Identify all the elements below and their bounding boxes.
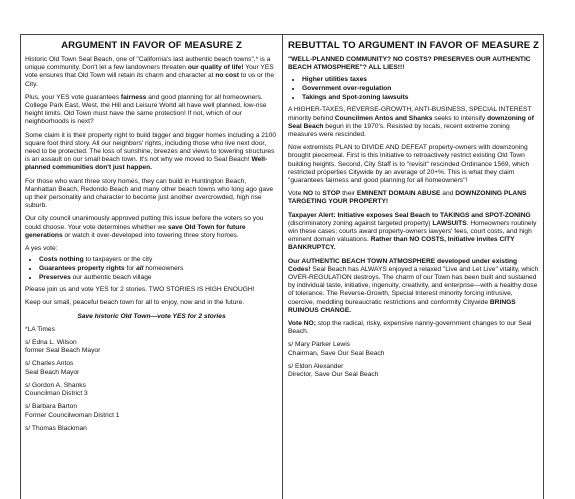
rebuttal-list <box>288 75 539 102</box>
rebuttal-lead: "WELL-PLANNED COMMUNITY? NO COSTS? PRESERVES OUR AUTHENTIC BEACH ATMOSPHERE"? ALL LIES!!! <box>288 56 531 72</box>
text: homeowners <box>143 265 184 273</box>
text: and good planning for all homeowners. College Park East, West, the Hill and Leisure World all have well planned, low-rise height limits. Old Town must have the same protection! If not, which of our neighborhoods is next? <box>25 93 267 126</box>
signer-title: Chairman, Save Our Seal Beach <box>288 349 385 357</box>
text-bold-italic: all <box>136 265 144 273</box>
list-item <box>39 255 278 264</box>
signer-name: s/ Gordon A. Shanks <box>25 381 86 389</box>
text: to us or the City. <box>25 72 275 88</box>
text-bold: Councilmen Antos and Shanks <box>334 114 433 122</box>
text: Your YES vote ensures that Old Town will retain its charm and character at <box>25 64 274 80</box>
text: seeks to intensify <box>432 114 488 122</box>
text-bold: STOP <box>322 190 341 198</box>
argument-paragraph-4: For those who want three story homes, they can build in Huntington Beach, Manhattan Beach, Redondo Beach and many other beach towns who long ago gave up their personality and character to become just another overcrowded, high rise suburb. <box>25 177 274 210</box>
text-bold: our quality of life! <box>187 64 244 72</box>
text-bold: EMINENT DOMAIN ABUSE <box>356 190 441 198</box>
footnote: *LA Times <box>25 325 55 333</box>
signer-name: s/ Edna L. Wilson <box>25 339 77 347</box>
signer-name: s/ Mary Parker Lewis <box>288 341 350 349</box>
text-bold: Our AUTHENTIC BEACH TOWN ATMOSPHERE developed under existing Codes! <box>288 257 518 273</box>
text-bold: Costs nothing <box>39 256 84 264</box>
text-bold: Vote NO; <box>288 320 316 328</box>
text: Historic Old Town Seal Beach, one of "California's last authentic beach towns",* is a unique community. Don't let a few landowners threaten <box>25 56 271 72</box>
text: to <box>313 190 323 198</box>
text: (discriminatory zoning against targeted property) <box>288 219 433 227</box>
signature-block <box>25 382 278 398</box>
signature-block <box>288 363 539 379</box>
argument-paragraph-7: Please join us and vote YES for 2 stories. TWO STORIES IS HIGH ENOUGH! <box>25 286 255 294</box>
text: Plus, your YES vote guarantees <box>25 93 121 101</box>
argument-paragraph-5 <box>25 215 278 240</box>
signature-block <box>25 339 278 355</box>
list-item: • Higher utilities taxes <box>302 75 539 84</box>
text-bold: BRINGS RUINOUS CHANGE. <box>288 298 516 314</box>
rebuttal-paragraph-1 <box>288 106 539 139</box>
rebuttal-paragraph-2: Now extremists PLAN to DIVIDE AND DEFEAT property-owners with downzoning brought piecemeal. First is this Initiative to retroactively restrict existing Old Town building heights. Second, City Staff is to "revisit" rescinded Ordinance 1569, which restricted properties Citywide by an average of 20+%. This is what they claim "guarantees fairness and good planning for all homeowners"! <box>288 144 530 185</box>
text-bold: downzoning of Seal Beach <box>288 114 534 130</box>
text: Seal Beach has ALWAYS enjoyed a relaxed "Live and Let Live" vitality, which OVER-REGULATION destroys. The charm of our Town has been built and sustained by individual taste, initiative, ingenuity, creativity, and enterprise—with a healthy dose of tolerance. The Reverse-Growth, Special Interest minority forcing intrusive, coercive, meddling bureaucratic restrictions and conformity Citywide <box>288 265 539 306</box>
text-bold: fairness <box>120 93 147 101</box>
signer-title: Councilman District 3 <box>25 390 88 398</box>
yes-vote-list <box>25 255 278 282</box>
signer-title: Former Councilwoman District 1 <box>25 411 120 419</box>
text-bold: Well-planned communities don't just happen. <box>25 156 268 172</box>
argument-paragraph-6: A yes vote: <box>25 245 58 253</box>
text-bold: save Old Town for future generations <box>25 223 246 239</box>
signer-name: s/ Thomas Blackman <box>25 424 87 432</box>
list-item <box>39 264 278 273</box>
signer-name: s/ Eldon Alexander <box>288 362 344 370</box>
argument-slogan: Save historic Old Town—vote YES for 2 stories <box>77 312 226 320</box>
text-bold: Guarantees property rights <box>39 265 125 273</box>
signer-name: s/ Barbara Barton <box>25 403 78 411</box>
text-bold: Taxpayer Alert: Initiative exposes Seal Beach to TAKINGS and SPOT-ZONING <box>288 211 531 219</box>
signature-block <box>288 341 539 357</box>
signature-block <box>25 360 278 376</box>
list-item <box>39 273 278 282</box>
text: our authentic beach village <box>70 274 152 282</box>
rebuttal-paragraph-6 <box>288 320 539 336</box>
text-bold: NO <box>303 190 314 198</box>
text: their <box>340 190 357 198</box>
argument-paragraph-2 <box>25 94 278 127</box>
signature-block <box>25 403 278 419</box>
text: for <box>124 265 137 273</box>
signer-title: Director, Save Our Seal Beach <box>288 371 379 379</box>
argument-paragraph-1 <box>25 56 278 89</box>
argument-title: ARGUMENT IN FAVOR OF MEASURE Z <box>61 40 242 51</box>
text: Some claim it is their property right to build bigger and bigger homes including a 2100 square foot third story. All our neighbors' rights, including those who live next door, need to be protected. The loss of sunshine, breezes and views to towering structures is an assault on our small beach town. It's not why we moved to Seal Beach! <box>25 131 277 164</box>
list-item: • Government over-regulation <box>302 84 539 93</box>
rebuttal-paragraph-5 <box>288 258 539 315</box>
text-bold: DOWNZONING PLANS TARGETING YOUR PROPERTY! <box>288 190 527 206</box>
rebuttal-title: REBUTTAL TO ARGUMENT IN FAVOR OF MEASURE Z <box>288 40 539 51</box>
signer-title: Seal Beach Mayor <box>25 368 80 376</box>
text: and <box>440 190 456 198</box>
rebuttal-paragraph-4 <box>288 212 539 253</box>
signature-block <box>25 425 278 433</box>
text: or watch it over-developed into towering three story homes. <box>62 231 239 239</box>
text: A HIGHER-TAXES, REVERSE-GROWTH, ANTI-BUSINESS, SPECIAL INTEREST minority behind <box>288 106 532 122</box>
text: to taxpayers or the city <box>83 256 153 264</box>
text-bold: Preserves <box>39 274 71 282</box>
argument-paragraph-8: Keep our small, peaceful beach town for all to enjoy, now and in the future. <box>25 299 245 307</box>
text: begun in the 1970's. Resisted by locals, recent extreme zoning measures were rescinded. <box>288 122 510 139</box>
text: Our city council unanimously approved putting this issue before the voters so you could choose. Your vote determines whether we <box>25 215 264 231</box>
argument-paragraph-3 <box>25 132 278 173</box>
rebuttal-column <box>282 34 544 499</box>
text: . Homeowners routinely win these cases; courts award property-owners lawyers' fees, court costs, and high eminent domain valuations. <box>288 219 537 244</box>
argument-column <box>20 34 282 499</box>
text-bold: no cost <box>215 72 239 80</box>
signer-name: s/ Charles Antos <box>25 360 74 368</box>
text: stop the radical, risky, expensive nanny-government changes to our Seal Beach. <box>288 320 532 336</box>
text-bold: Rather than NO COSTS, Initiative invites CITY BANKRUPTCY. <box>288 236 515 252</box>
text: Vote <box>288 190 304 198</box>
rebuttal-paragraph-3 <box>288 190 539 206</box>
signer-title: former Seal Beach Mayor <box>25 347 101 355</box>
list-item: • Takings and Spot-zoning lawsuits <box>302 93 539 102</box>
text-bold: LAWSUITS <box>432 219 467 227</box>
